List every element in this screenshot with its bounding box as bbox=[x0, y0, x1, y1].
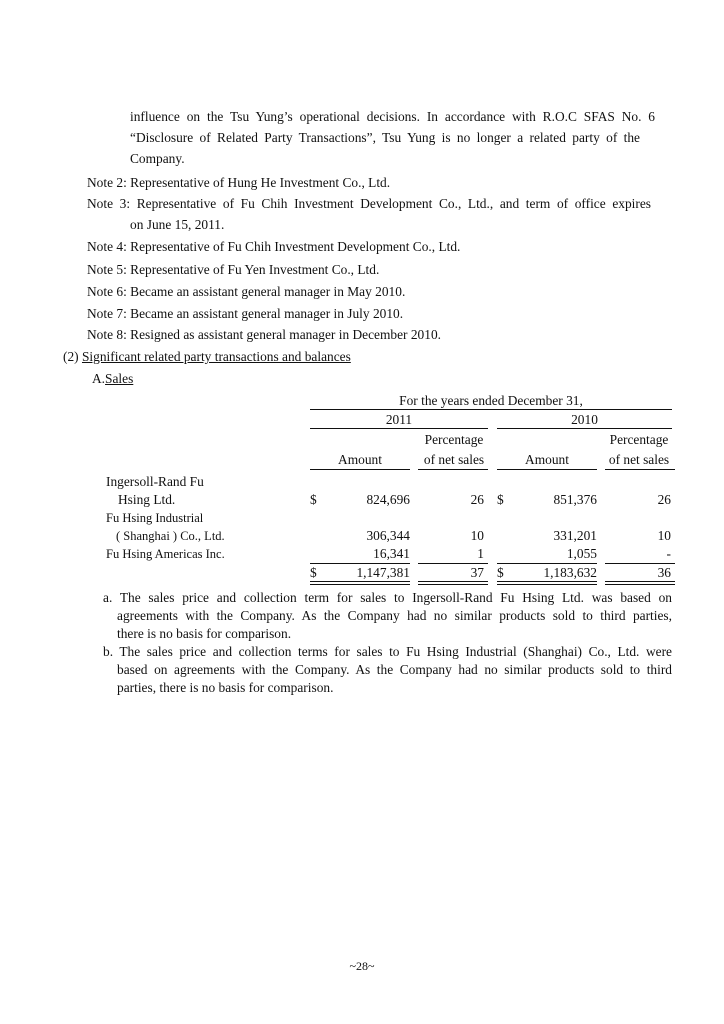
section-title: Significant related party transactions and balances bbox=[81, 349, 351, 364]
subsection-title: Sales bbox=[105, 371, 134, 386]
note-2: Note 2: Representative of Hung He Investment Co., Ltd. bbox=[87, 175, 391, 190]
note-8: Note 8: Resigned as assistant general manager in December 2010. bbox=[87, 327, 441, 342]
row-1-amount-2011: 824,696 bbox=[366, 492, 410, 507]
total-double-rule-amount-2011-b bbox=[310, 584, 410, 585]
amount-2010-header-rule bbox=[497, 469, 597, 470]
period-header-rule bbox=[310, 409, 672, 410]
row-1-currency-2011: $ bbox=[310, 492, 317, 507]
pct-header-top-2011: Percentage bbox=[424, 432, 484, 447]
total-currency-2011: $ bbox=[310, 565, 317, 580]
subtotal-rule-pct-2010 bbox=[605, 563, 675, 564]
total-double-rule-pct-2010-a bbox=[605, 581, 675, 582]
total-double-rule-amount-2010-b bbox=[497, 584, 597, 585]
note-5: Note 5: Representative of Fu Yen Investment Co., Ltd. bbox=[87, 262, 380, 277]
year-2010-header: 2010 bbox=[571, 412, 598, 427]
subtotal-rule-amount-2011 bbox=[310, 563, 410, 564]
note-3-continued: on June 15, 2011. bbox=[130, 217, 225, 232]
total-pct-2010: 36 bbox=[657, 565, 671, 580]
note-4: Note 4: Representative of Fu Chih Investment Development Co., Ltd. bbox=[87, 239, 461, 254]
year-2010-rule bbox=[497, 428, 672, 429]
pct-2010-header-rule bbox=[605, 469, 675, 470]
total-amount-2010: 1,183,632 bbox=[543, 565, 597, 580]
pct-header-bottom-2011: of net sales bbox=[423, 452, 485, 467]
page-number: ~28~ bbox=[349, 959, 375, 973]
period-header: For the years ended December 31, bbox=[399, 393, 583, 408]
row-2-pct-2011: 10 bbox=[470, 528, 484, 543]
footnote-b-line-3: parties, there is no basis for comparison. bbox=[117, 680, 334, 695]
note-7: Note 7: Became an assistant general manager in July 2010. bbox=[87, 306, 404, 321]
total-double-rule-amount-2010-a bbox=[497, 581, 597, 582]
section-number: (2) bbox=[63, 349, 79, 364]
footnote-a-line-2: agreements with the Company. As the Company had no similar products sold to third parties, bbox=[117, 608, 672, 623]
subsection-heading bbox=[92, 370, 133, 388]
row-3-name: Fu Hsing Americas Inc. bbox=[106, 547, 225, 561]
total-pct-2011: 37 bbox=[470, 565, 484, 580]
subsection-letter: A. bbox=[92, 371, 106, 386]
footnote-a-line-1: a. The sales price and collection term for sales to Ingersoll-Rand Fu Hsing Ltd. was based on bbox=[103, 590, 672, 605]
footnote-b-line-1: b. The sales price and collection terms for sales to Fu Hsing Industrial (Shanghai) Co., Ltd. were bbox=[103, 644, 672, 659]
year-2011-header: 2011 bbox=[385, 412, 413, 427]
amount-2011-header-rule bbox=[310, 469, 410, 470]
row-2-amount-2011: 306,344 bbox=[366, 528, 410, 543]
note-3: Note 3: Representative of Fu Chih Investment Development Co., Ltd., and term of office expires bbox=[87, 196, 651, 211]
row-2-amount-2010: 331,201 bbox=[553, 528, 597, 543]
row-1-name-line-2: Hsing Ltd. bbox=[118, 492, 176, 507]
total-double-rule-pct-2010-b bbox=[605, 584, 675, 585]
intro-line-1: influence on the Tsu Yung’s operational decisions. In accordance with R.O.C SFAS No. 6 bbox=[130, 109, 655, 124]
total-amount-2011: 1,147,381 bbox=[356, 565, 410, 580]
footnote-b-line-2: based on agreements with the Company. As the Company had no similar products sold to third bbox=[117, 662, 672, 677]
row-1-pct-2010: 26 bbox=[657, 492, 671, 507]
section-heading bbox=[63, 348, 351, 366]
row-1-name-line-1: Ingersoll-Rand Fu bbox=[106, 474, 204, 489]
row-3-amount-2011: 16,341 bbox=[373, 546, 410, 561]
row-3-pct-2011: 1 bbox=[477, 546, 484, 561]
footnote-a-line-3: there is no basis for comparison. bbox=[117, 626, 292, 641]
year-2011-rule bbox=[310, 428, 488, 429]
amount-header-2010: Amount bbox=[525, 452, 569, 467]
total-currency-2010: $ bbox=[497, 565, 504, 580]
total-double-rule-pct-2011-a bbox=[418, 581, 488, 582]
row-1-currency-2010: $ bbox=[497, 492, 504, 507]
subtotal-rule-pct-2011 bbox=[418, 563, 488, 564]
pct-header-bottom-2010: of net sales bbox=[608, 452, 670, 467]
pct-header-top-2010: Percentage bbox=[609, 432, 669, 447]
row-3-amount-2010: 1,055 bbox=[566, 546, 597, 561]
total-double-rule-pct-2011-b bbox=[418, 584, 488, 585]
row-1-pct-2011: 26 bbox=[470, 492, 484, 507]
pct-2011-header-rule bbox=[418, 469, 488, 470]
row-2-pct-2010: 10 bbox=[657, 528, 671, 543]
note-6: Note 6: Became an assistant general manager in May 2010. bbox=[87, 284, 406, 299]
row-3-pct-2010: - bbox=[666, 546, 671, 561]
row-1-amount-2010: 851,376 bbox=[553, 492, 597, 507]
row-2-name-line-1: Fu Hsing Industrial bbox=[106, 511, 204, 525]
subtotal-rule-amount-2010 bbox=[497, 563, 597, 564]
intro-line-3: Company. bbox=[130, 151, 185, 166]
row-2-name-line-2: ( Shanghai ) Co., Ltd. bbox=[116, 529, 225, 543]
intro-line-2: “Disclosure of Related Party Transactions”, Tsu Yung is no longer a related party of the bbox=[130, 130, 640, 145]
total-double-rule-amount-2011-a bbox=[310, 581, 410, 582]
amount-header-2011: Amount bbox=[338, 452, 382, 467]
